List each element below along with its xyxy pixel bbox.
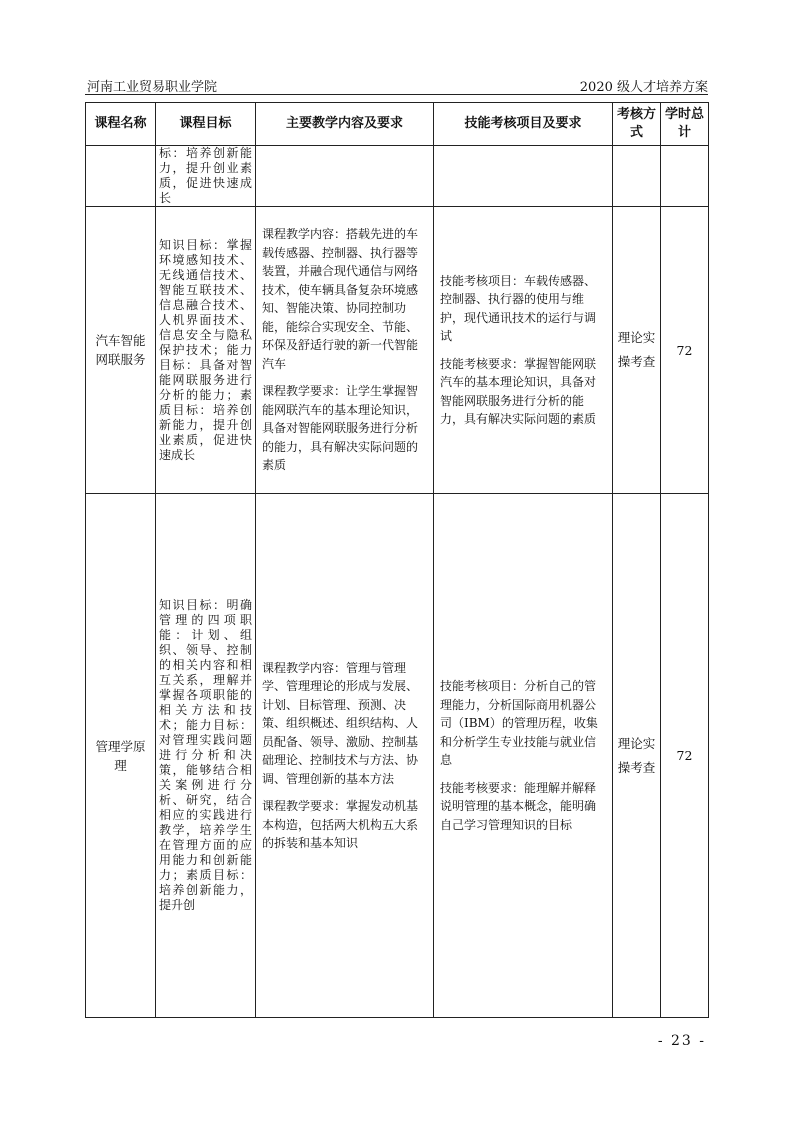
table-header-row	[86, 103, 709, 146]
assessment-cell: 理论实操考查	[613, 494, 661, 1018]
header-hours: 学时总计	[661, 103, 709, 146]
table-row	[86, 207, 709, 494]
table-row	[86, 494, 709, 1018]
header-content: 主要教学内容及要求	[256, 103, 434, 146]
header-course-name: 课程名称	[86, 103, 156, 146]
content-cell	[256, 494, 434, 1018]
skills-paragraph: 技能考核要求：能理解并解释说明管理的基本概念，能明确自己学习管理知识的目标	[440, 780, 597, 832]
course-goal-cell: 标：培养创新能力，提升创业素质，促进快速成长	[156, 146, 256, 207]
header-assessment: 考核方式	[613, 103, 661, 146]
hours-cell	[661, 146, 709, 207]
content-paragraph: 课程教学内容：搭载先进的车载传感器、控制器、执行器等装置，并融合现代通信与网络技术，使车辆具备复杂环境感知、智能决策、协同控制功能，能综合实现安全、节能、环保及舒适行驶的新一代智能汽车	[262, 227, 419, 371]
skills-cell	[434, 494, 613, 1018]
header-doc-title: 2020 级人才培养方案	[579, 80, 708, 95]
content-paragraph: 课程教学要求：掌握发动机基本构造，包括两大机构五大系的拆装和基本知识	[262, 799, 419, 850]
header-skills: 技能考核项目及要求	[434, 103, 613, 146]
assessment-cell	[613, 146, 661, 207]
course-goal-cell: 知识目标：明确管理的四项职能：计划、组织、领导、控制的相关内容和相互关系，理解并掌握各项职能的相关方法和技术；能力目标：对管理实践问题进行分析和决策，能够结合相关案例进行分析、研究，结合相应的实践进行教学，培养学生在管理方面的应用能力和创新能力；素质目标：培养创新能力，提升创	[156, 494, 256, 1018]
skills-paragraph: 技能考核项目：分析自己的管理能力，分析国际商用机器公司（IBM）的管理历程，收集和分析学生专业技能与就业信息	[440, 679, 598, 767]
content-cell	[256, 207, 434, 494]
header-course-goal: 课程目标	[156, 103, 256, 146]
content-paragraph: 课程教学内容：管理与管理学、管理理论的形成与发展、计划、目标管理、预测、决策、组织概述、组织结构、人员配备、领导、激励、控制基础理论、控制技术与方法、协调、管理创新的基本方法	[262, 660, 419, 786]
page-number: - 23 -	[657, 1033, 706, 1049]
skills-cell	[434, 146, 613, 207]
course-name-cell: 汽车智能网联服务	[86, 207, 156, 494]
hours-cell: 72	[661, 207, 709, 494]
skills-paragraph: 技能考核项目：车载传感器、控制器、执行器的使用与维护，现代通讯技术的运行与调试	[440, 273, 597, 343]
header-rule	[85, 94, 708, 95]
skills-paragraph: 技能考核要求：掌握智能网联汽车的基本理论知识，具备对智能网联服务进行分析的能力，具有解决实际问题的素质	[440, 356, 597, 426]
content-paragraph: 课程教学要求：让学生掌握智能网联汽车的基本理论知识，具备对智能网联服务进行分析的能力，具有解决实际问题的素质	[262, 384, 419, 473]
assessment-cell: 理论实操考查	[613, 207, 661, 494]
hours-cell: 72	[661, 494, 709, 1018]
curriculum-table	[85, 102, 709, 1018]
skills-cell	[434, 207, 613, 494]
header-school-name: 河南工业贸易职业学院	[87, 80, 218, 95]
table-row	[86, 146, 709, 207]
content-cell	[256, 146, 434, 207]
course-name-cell: 管理学原理	[86, 494, 156, 1018]
course-name-cell	[86, 146, 156, 207]
course-goal-cell: 知识目标：掌握环境感知技术、无线通信技术、智能互联技术、信息融合技术、人机界面技术、信息安全与隐私保护技术；能力目标：具备对智能网联服务进行分析的能力；素质目标：培养创新能力，提升创业素质，促进快速成长	[156, 207, 256, 494]
